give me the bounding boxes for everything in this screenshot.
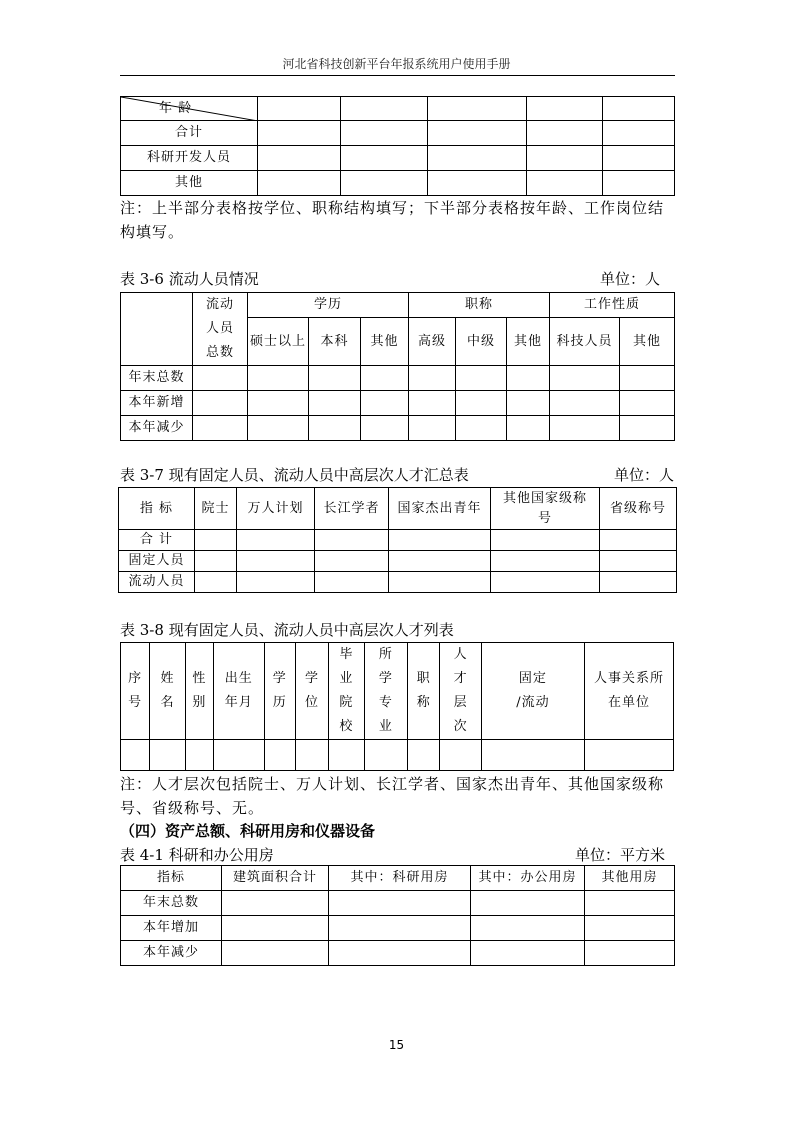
t37-header: 长江学者	[315, 488, 389, 530]
age-corner-cell	[121, 97, 258, 121]
document-header-title: 河北省科技创新平台年报系统用户使用手册	[282, 57, 511, 71]
t38-header-degree: 学 位	[295, 643, 328, 740]
t36-col-nature: 科技人员	[550, 318, 620, 366]
t41-header: 其他用房	[585, 866, 675, 891]
t36-col-title: 高级	[409, 318, 456, 366]
t36-col-edu: 其他	[361, 318, 409, 366]
t37-unit: 单位：人	[613, 466, 674, 484]
t41-header: 其中：办公用房	[471, 866, 585, 891]
t36-caption: 表 3-6 流动人员情况	[120, 270, 259, 288]
t38-header-gender: 性 别	[185, 643, 213, 740]
row-label: 本年减少	[121, 416, 193, 441]
table-3-7	[118, 487, 677, 593]
t41-header: 建筑面积合计	[222, 866, 329, 891]
t41-header: 其中：科研用房	[329, 866, 471, 891]
t37-header: 指 标	[119, 488, 195, 530]
t36-group-education: 学历	[248, 293, 409, 318]
t36-col-edu: 硕士以上	[248, 318, 309, 366]
age-header-label: 年 龄	[159, 101, 193, 116]
t36-col-title: 其他	[507, 318, 550, 366]
row-label: 科研开发人员	[121, 146, 258, 171]
page-number: 15	[388, 1038, 405, 1052]
t38-header-birth: 出生 年月	[213, 643, 264, 740]
table-age-structure	[120, 96, 675, 196]
row-label: 年末总数	[121, 366, 193, 391]
t36-col-title: 中级	[456, 318, 507, 366]
t37-header: 其他国家级称号	[491, 488, 600, 530]
t36-col-edu: 本科	[309, 318, 361, 366]
row-label: 年末总数	[121, 891, 222, 916]
table-4-1	[120, 865, 675, 966]
row-label: 本年新增	[121, 391, 193, 416]
row-label: 本年增加	[121, 916, 222, 941]
t37-header: 国家杰出青年	[389, 488, 491, 530]
t41-header: 指标	[121, 866, 222, 891]
t41-caption: 表 4-1 科研和办公用房	[120, 846, 274, 864]
row-label: 本年减少	[121, 941, 222, 966]
t37-header: 省级称号	[600, 488, 677, 530]
t38-header-seq: 序 号	[121, 643, 150, 740]
section-heading-assets: （四）资产总额、科研用房和仪器设备	[120, 822, 376, 840]
row-label: 流动人员	[119, 572, 195, 593]
note-talent-levels: 注：人才层次包括院士、万人计划、长江学者、国家杰出青年、其他国家级称号、省级称号、无。	[120, 775, 665, 817]
t38-header-fixed-flow: 固定 /流动	[481, 643, 584, 740]
t38-header-name: 姓 名	[150, 643, 185, 740]
t36-group-title: 职称	[409, 293, 550, 318]
t38-caption: 表 3-8 现有固定人员、流动人员中高层次人才列表	[120, 621, 454, 639]
row-label: 合计	[121, 121, 258, 146]
table-3-6	[120, 292, 675, 441]
t38-header-unit: 人事关系所 在单位	[584, 643, 673, 740]
t37-header: 万人计划	[237, 488, 315, 530]
row-label: 合 计	[119, 530, 195, 551]
t37-caption: 表 3-7 现有固定人员、流动人员中高层次人才汇总表	[120, 466, 469, 484]
t36-col-nature: 其他	[620, 318, 675, 366]
t38-header-level: 人 才 层 次	[440, 643, 481, 740]
t38-header-title: 职 称	[408, 643, 440, 740]
t41-unit: 单位：平方米	[574, 846, 665, 864]
table-3-8	[120, 642, 674, 771]
header-divider	[120, 75, 675, 76]
note-structure: 注：上半部分表格按学位、职称结构填写；下半部分表格按年龄、工作岗位结构填写。	[120, 199, 665, 241]
t37-header: 院士	[195, 488, 237, 530]
t38-header-major: 所 学 专 业	[364, 643, 407, 740]
row-label: 固定人员	[119, 551, 195, 572]
t38-header-education: 学 历	[264, 643, 295, 740]
t36-group-nature: 工作性质	[550, 293, 675, 318]
t36-unit: 单位：人	[599, 270, 660, 288]
row-label: 其他	[121, 171, 258, 196]
t36-total-header: 流动 人员 总数	[193, 293, 248, 366]
t38-header-school: 毕 业 院 校	[329, 643, 364, 740]
